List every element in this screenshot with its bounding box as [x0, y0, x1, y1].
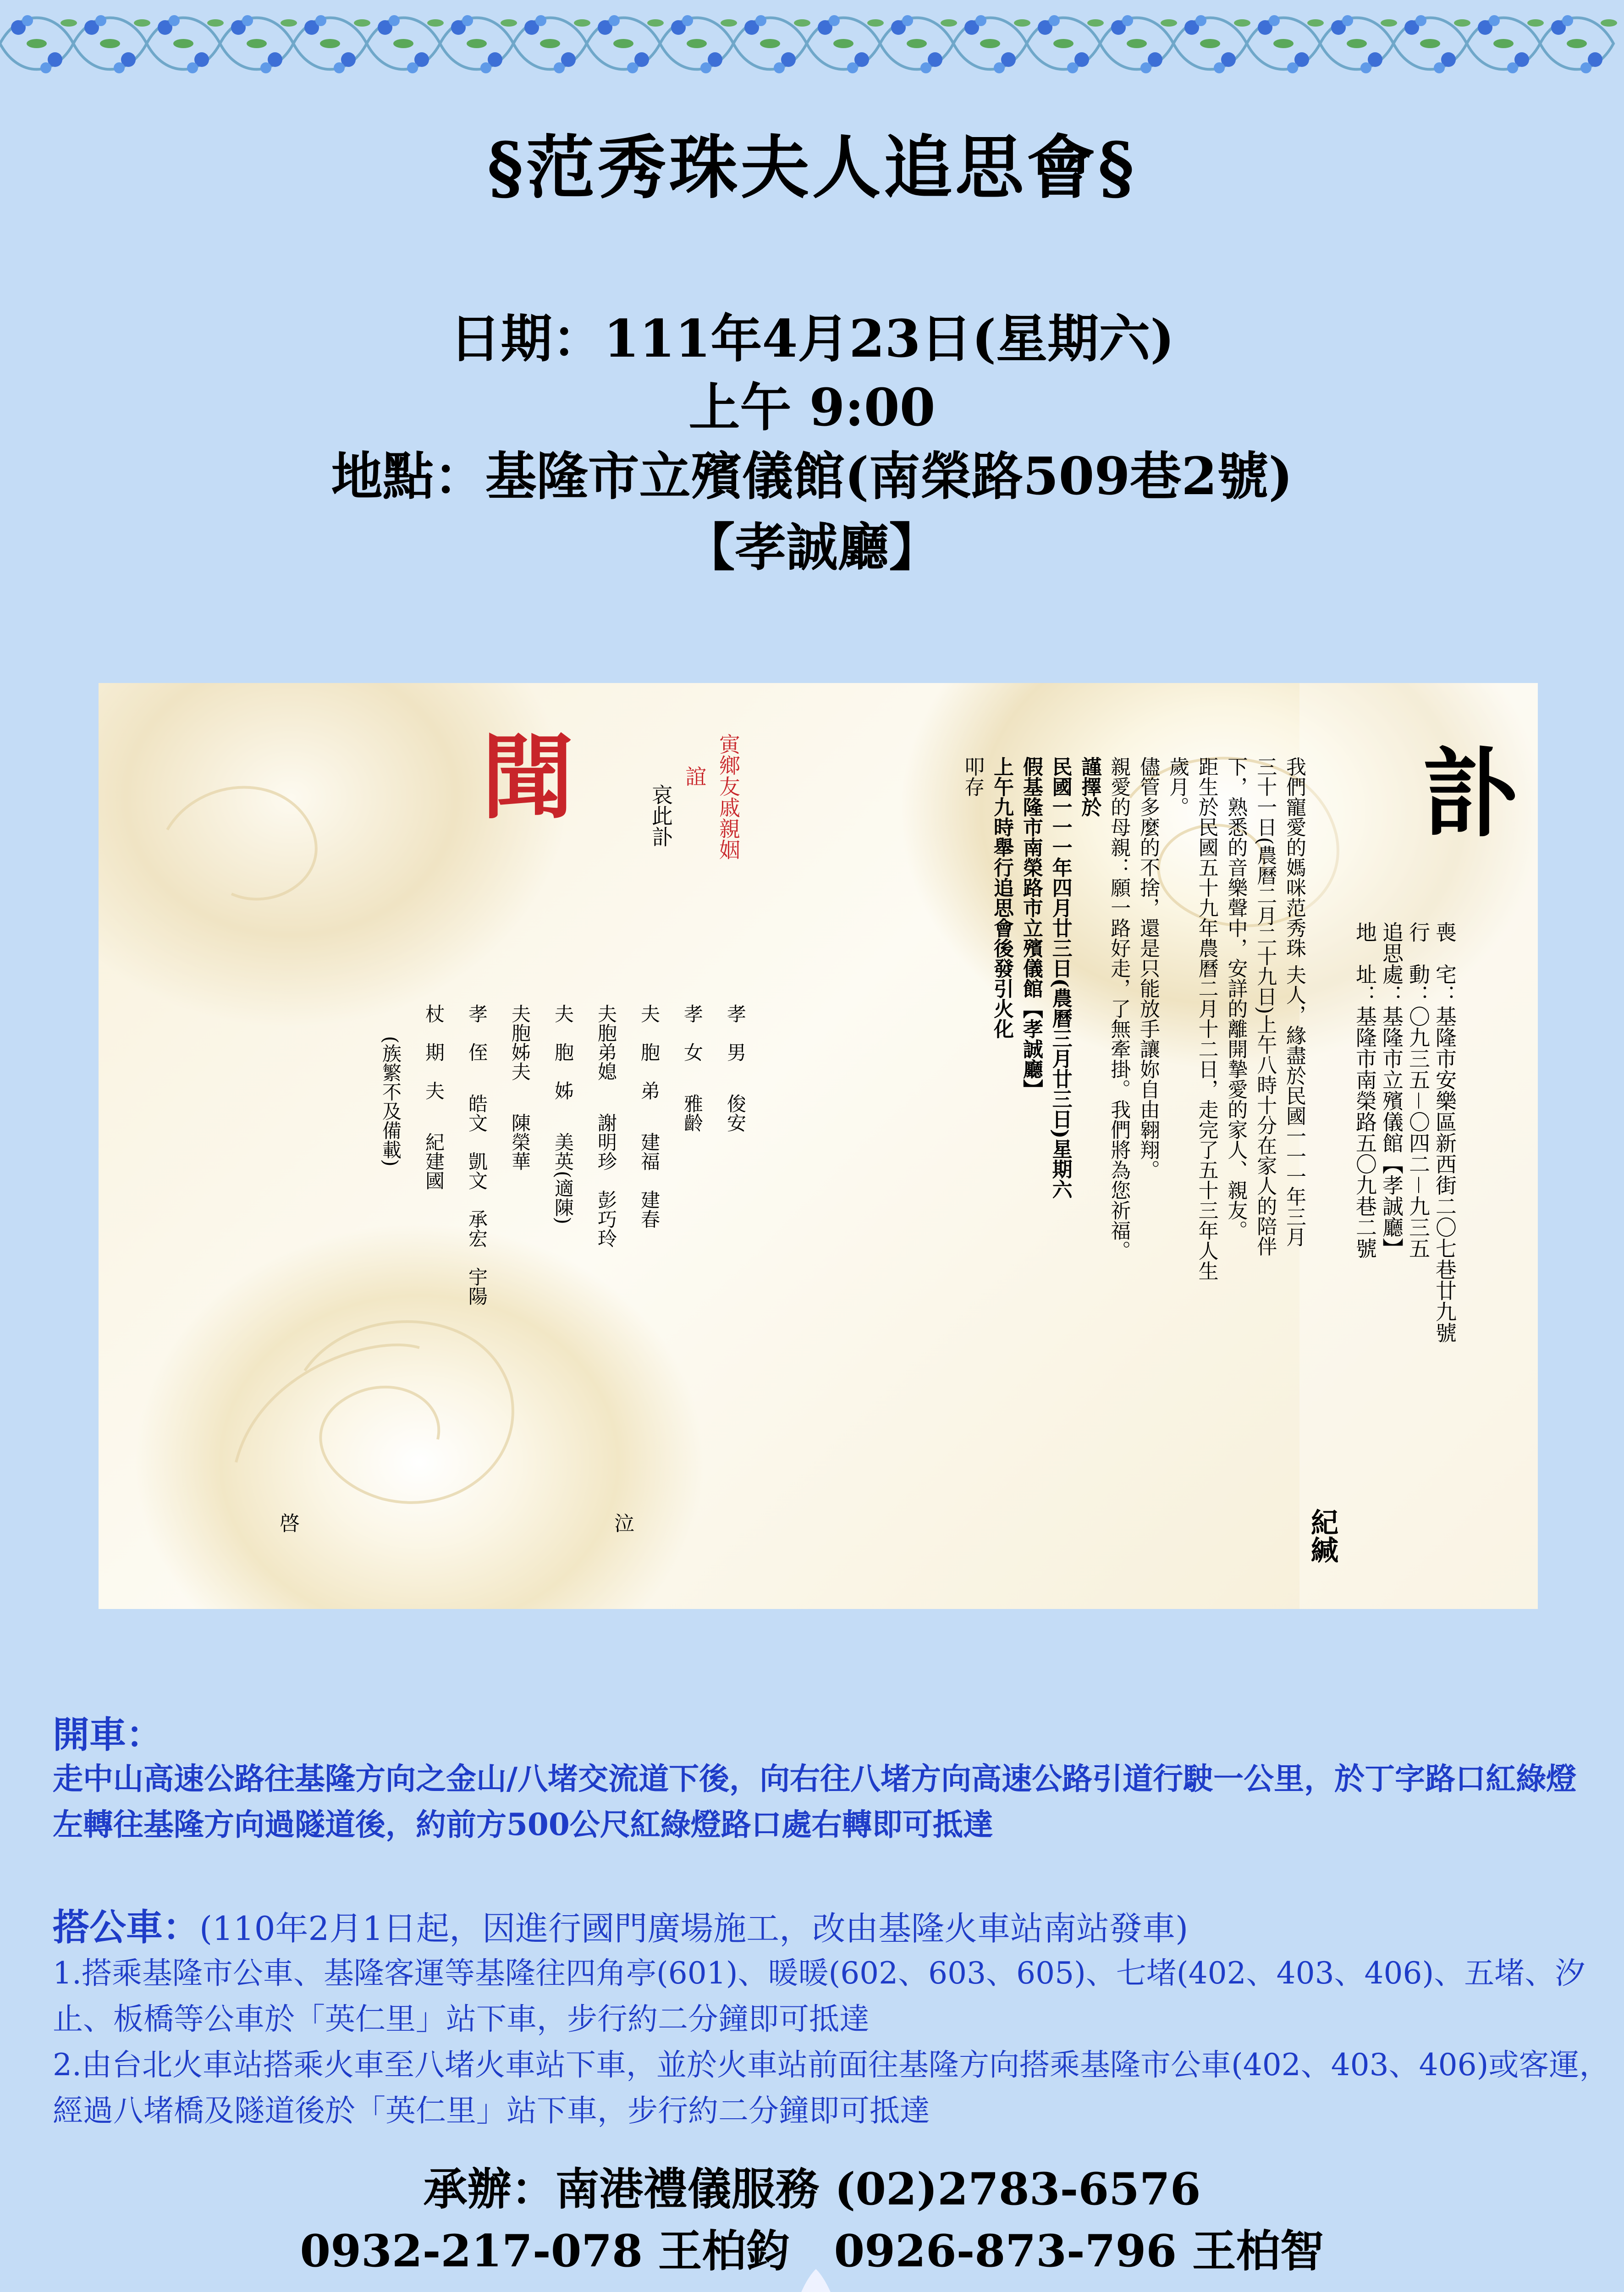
event-time: 上午 9:00: [688, 378, 936, 438]
announcement-line: 謹擇於: [1078, 756, 1101, 817]
organizer-info: 承辦：南港禮儀服務 (02)2783-6576: [423, 2163, 1201, 2215]
driving-directions: 走中山高速公路往基隆方向之金山/八堵交流道下後，向右往八堵方向高速公路引道行駛一公里，於丁字路口紅綠燈左轉往基隆方向過隧道後，約前方500公尺紅綠燈路口處右轉即可抵達: [53, 1761, 1577, 1842]
closing-mark: 紀緘: [1306, 1508, 1338, 1563]
family-member: [639, 1004, 659, 1499]
signature-weep: 泣: [611, 1513, 634, 1533]
announcement-line: 假基隆市南榮路市立殯儀館【孝誠廳】: [1019, 756, 1043, 1099]
address-block: [1309, 921, 1455, 1435]
family-member: [381, 1004, 400, 1499]
invite-line: 寅鄉友戚親姻: [716, 733, 741, 860]
announcement-line: 我們寵愛的媽咪范秀珠 夫人，緣盡於民國一一一年三月: [1283, 756, 1306, 1247]
family-member: [424, 1004, 443, 1499]
invite-line: 哀此訃: [648, 784, 673, 847]
family-relation: 夫 胞 姊: [552, 1004, 574, 1100]
family-relation: 孝 侄: [466, 1004, 488, 1062]
invite-line: 誼: [682, 766, 707, 787]
bus-direction-item: 1.搭乘基隆市公車、基隆客運等基隆往四角亭(601)、暖暖(602、603、605)、七堵(402、403、406)、五堵、汐止、板橋等公車於「英仁里」站下車，步行約二分鐘即可抵達: [53, 1956, 1585, 2037]
family-relation: 孝 女: [681, 1004, 704, 1062]
announcement-text: [961, 756, 1309, 1591]
family-member: [553, 1004, 573, 1499]
announcement-line: 叩存: [961, 756, 985, 797]
driving-heading: 開車：: [53, 1713, 163, 1756]
family-relation: 夫胞弟媳: [595, 1004, 617, 1081]
announcement-line: 距生於民國五十九年農曆二月十二日，走完了五十三年人生: [1195, 756, 1218, 1281]
invite-block: [594, 733, 745, 1008]
event-hall: 【孝誠廳】: [683, 518, 941, 578]
family-names: 美英(適陳): [552, 1132, 574, 1224]
bus-note: (110年2月1日起，因進行國門廣場施工，改由基隆火車站南站發車): [199, 1909, 1189, 1948]
family-list: [213, 1004, 745, 1554]
obituary-card: [99, 683, 1538, 1609]
family-member: [726, 1004, 745, 1499]
address-line: 行 動：〇九三五－〇四二－九三五: [1406, 921, 1431, 1259]
family-relation: 夫胞姊夫: [509, 1004, 531, 1081]
bus-heading-label: 搭公車：: [53, 1906, 199, 1949]
announcement-line: 三十一日(農曆二月二十九日)上午八時十分在家人的陪伴: [1253, 756, 1277, 1256]
family-member: [510, 1004, 529, 1499]
family-relation: 杖 期 夫: [423, 1004, 445, 1100]
family-names: 皓文 凱文 承宏 宇陽: [466, 1094, 488, 1306]
announcement-line: 民國一一一年四月廿三日(農曆三月廿三日)星期六: [1048, 756, 1072, 1199]
family-member: [596, 1004, 616, 1499]
family-names: 紀建國: [423, 1132, 445, 1190]
signature-salute: 啓: [276, 1513, 299, 1533]
event-date: 日期：111年4月23日(星期六): [449, 309, 1175, 369]
announcement-line: 下，熟悉的音樂聲中，安詳的離開摯愛的家人、親友。: [1224, 756, 1248, 1240]
obituary-title-char: 訃: [1406, 743, 1519, 839]
bus-directions: [53, 1950, 1611, 2134]
announcement-line: 上午九時舉行追思會後發引火化: [990, 756, 1014, 1039]
announcement-line: 親愛的母親：願一路好走，了無牽掛。我們將為您祈福。: [1107, 756, 1131, 1261]
family-relation: 夫 胞 弟: [638, 1004, 661, 1100]
address-line: 地 址：基隆市南榮路五〇九巷二號: [1353, 921, 1377, 1259]
family-member: [683, 1004, 702, 1499]
event-place: 地點：基隆市立殯儀館(南榮路509巷2號): [331, 446, 1293, 507]
family-names: 建福 建春: [638, 1132, 661, 1229]
bus-heading: [53, 1898, 1188, 1950]
contact-phones: 0932-217-078 王柏鈞 0926-873-796 王柏智: [300, 2225, 1324, 2277]
family-relation: 孝 男: [724, 1004, 747, 1062]
address-line: 喪 宅：基隆市安樂區新西街二〇七巷廿九號: [1432, 921, 1457, 1343]
family-names: 俊安: [724, 1094, 747, 1132]
announcement-line: 儘管多麼的不捨，還是只能放手讓妳自由翱翔。: [1136, 756, 1160, 1180]
bus-direction-item: 2.由台北火車站搭乘火車至八堵火車站下車，並於火車站前面往基隆方向搭乘基隆市公車(402、403、406)或客運，經過八堵橋及隧道後於「英仁里」站下車，步行約二分鐘即可抵達: [53, 2047, 1610, 2128]
announce-red-char: 聞: [467, 729, 574, 821]
address-line: 追思處：基隆市立殯儀館【孝誠廳】: [1379, 921, 1404, 1259]
family-names: (族繁不及備載): [380, 1036, 402, 1167]
family-names: 謝明珍 彭巧玲: [595, 1113, 617, 1248]
family-names: 雅齡: [681, 1094, 704, 1132]
page-title: §范秀珠夫人追思會§: [487, 127, 1137, 208]
announcement-line: 歲月。: [1165, 756, 1189, 817]
family-names: 陳榮華: [509, 1113, 531, 1171]
floral-border: [0, 0, 1624, 87]
family-member: [467, 1004, 486, 1499]
